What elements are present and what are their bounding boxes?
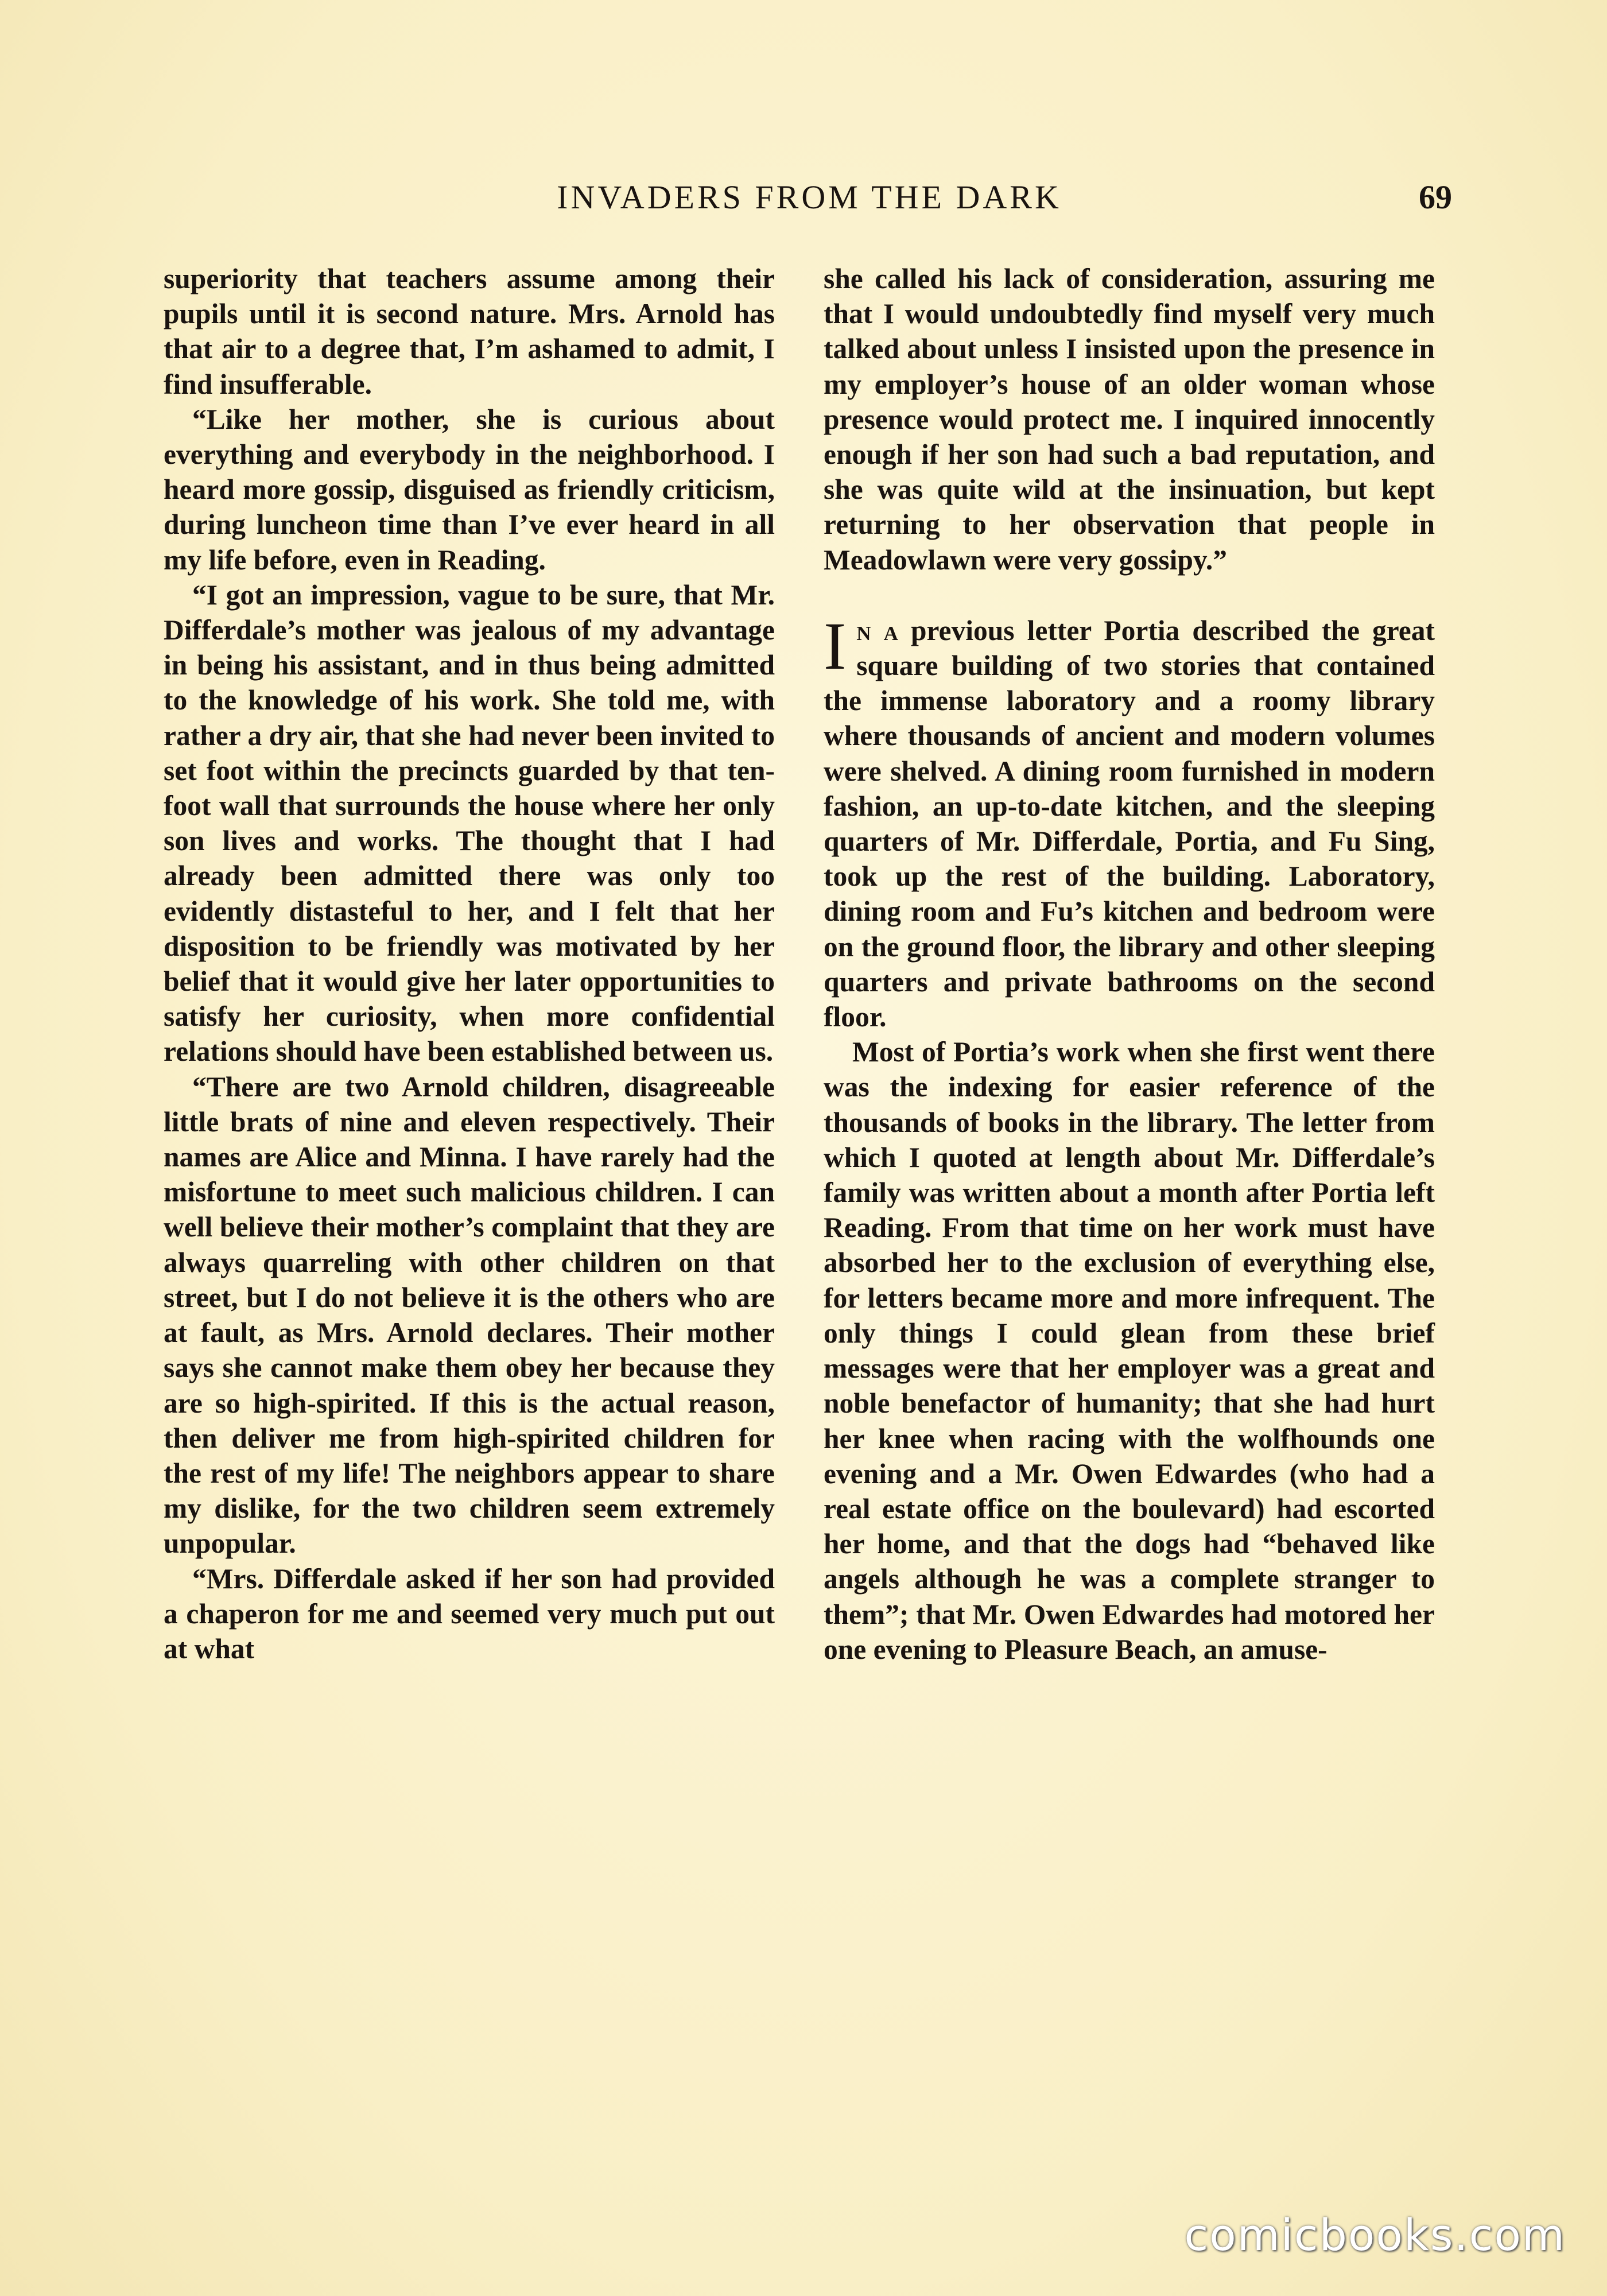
section-opening-paragraph	[824, 608, 1435, 1034]
page-number: 69	[1419, 179, 1452, 216]
section-break	[824, 577, 1435, 613]
paragraph: Most of Portia’s work when she first went there was the indexing for easier reference of the thousands of books in the library. The letter from which I quoted at length about Mr. Differdale’s family was written about a month after Portia left Reading. From that time on her work must have absorbed her to the exclusion of everything else, for letters became more and more infrequent. The only things I could glean from these brief messages were that her employer was a great and noble benefactor of humanity; that she had hurt her knee when racing with the wolfhounds one evening and a Mr. Owen Edwardes (who had a real estate office on the boulevard) had escorted her home, and that the dogs had “behaved like angels although he was a complete stranger to them”; that Mr. Owen Edwardes had motored her one evening to Pleasure Beach, an amuse-	[824, 1036, 1435, 1665]
paragraph: “I got an impression, vague to be sure, that Mr. Differdale’s mother was jealous of my advantage in being his assistant, and in thus being admitted to the knowledge of his work. She told me, with rather a dry air, that she had never been invited to set foot within the precincts guarded by that ten-foot wall that surrounds the house where her only son lives and works. The thought that I had already been admitted there was only too evidently distasteful to her, and I felt that her disposition to be friendly was motivated by her belief that it would give her later opportunities to satisfy her curiosity, when more confidential relations should have been established between us.	[164, 579, 775, 1068]
right-column	[824, 261, 1435, 1667]
running-head	[166, 178, 1452, 224]
paragraph: “Mrs. Differdale asked if her son had provided a chaperon for me and seemed very much put out at what	[164, 1562, 775, 1665]
paragraph: “There are two Arnold children, disagreeable little brats of nine and eleven respectively. Their names are Alice and Minna. I have rarely had the misfortune to meet such malicious children. I can well believe their mother’s complaint that they are always quarreling with other children on that street, but I do not believe it is the others who are at fault, as Mrs. Arnold declares. Their mother says she cannot make them obey her because they are so high-spirited. If this is the actual reason, then deliver me from high-spirited children for the rest of my life! The neighbors appear to share my dislike, for the two children seem extremely unpopular.	[164, 1071, 775, 1560]
left-column	[164, 261, 775, 1666]
paragraph: superiority that teachers assume among their pupils until it is second nature. Mrs. Arnold has that air to a degree that, I’m ashamed to admit, I find insufferable.	[164, 263, 775, 400]
running-title: INVADERS FROM THE DARK	[557, 179, 1062, 216]
paragraph: she called his lack of consideration, assuring me that I would undoubtedly find myself very much talked about unless I insisted upon the presence in my employer’s house of an older woman whose presence would protect me. I inquired innocently enough if her son had such a bad reputation, and she was quite wild at the insinuation, but kept returning to her observation that people in Meadowlawn were very gossipy.”	[824, 263, 1435, 576]
paragraph-text: previous letter Portia described the great square building of two stories that contained the immense laboratory and a roomy library where thousands of ancient and modern volumes were shelved. A dining room furnished in modern fashion, an up-to-date kitchen, and the sleeping quarters of Mr. Differdale, Portia, and Fu Sing, took up the rest of the building. Laboratory, dining room and Fu’s kitchen and bedroom were on the ground floor, the library and other sleeping quarters and private bathrooms on the second floor.	[824, 614, 1435, 1033]
small-caps-lead: n a	[856, 614, 898, 646]
watermark-logo: comicbooks.com	[1184, 2209, 1566, 2260]
paragraph: “Like her mother, she is curious about everything and everybody in the neighborhood. I heard more gossip, disguised as friendly criticism, during luncheon time than I’ve ever heard in all my life before, even in Reading.	[164, 403, 775, 576]
drop-cap: I	[824, 608, 847, 684]
